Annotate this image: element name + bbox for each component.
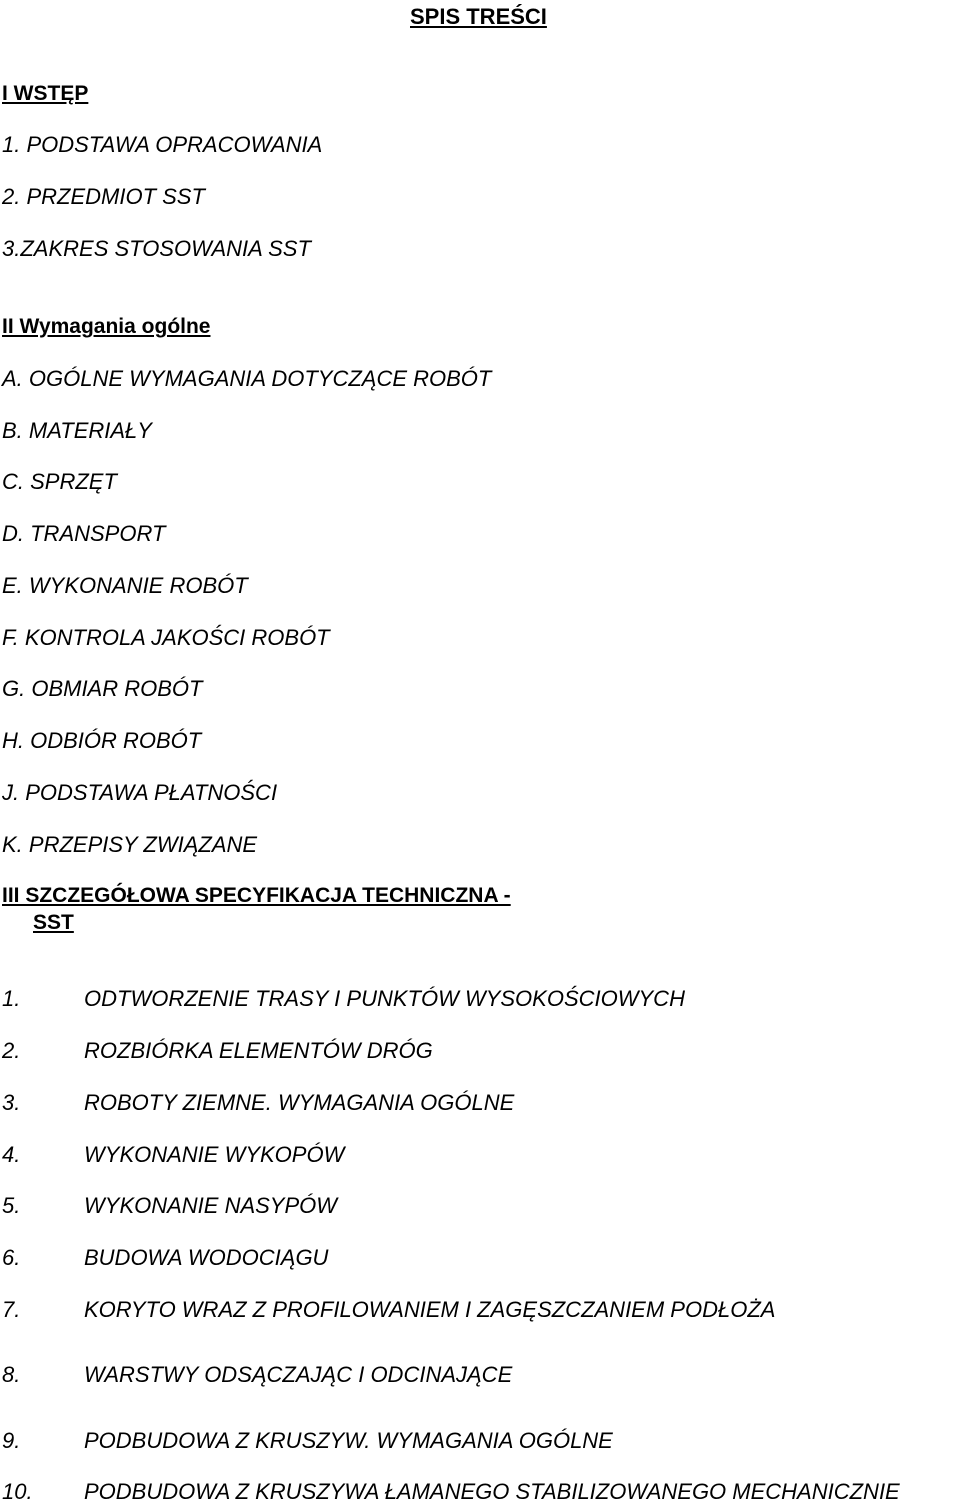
toc-entry-label: ROZBIÓRKA ELEMENTÓW DRÓG xyxy=(84,1038,433,1063)
toc-entry-label: BUDOWA WODOCIĄGU xyxy=(84,1245,329,1270)
toc-entry: H. ODBIÓR ROBÓT xyxy=(2,728,202,753)
toc-entry-number: 2. xyxy=(2,1038,21,1063)
toc-entry: A. OGÓLNE WYMAGANIA DOTYCZĄCE ROBÓT xyxy=(2,366,492,391)
toc-entry: E. WYKONANIE ROBÓT xyxy=(2,573,248,598)
toc-entry: 2. PRZEDMIOT SST xyxy=(2,184,205,209)
toc-entry: C. SPRZĘT xyxy=(2,469,117,494)
toc-entry: 1. PODSTAWA OPRACOWANIA xyxy=(2,132,323,157)
toc-entry-number: 9. xyxy=(2,1428,21,1453)
section-2-heading: II Wymagania ogólne xyxy=(2,315,211,338)
section-3-heading: III SZCZEGÓŁOWA SPECYFIKACJA TECHNICZNA - xyxy=(2,884,511,907)
toc-title: SPIS TREŚCI xyxy=(410,4,547,29)
toc-entry-number: 4. xyxy=(2,1142,21,1167)
toc-entry: G. OBMIAR ROBÓT xyxy=(2,676,203,701)
toc-entry-number: 6. xyxy=(2,1245,21,1270)
toc-entry: D. TRANSPORT xyxy=(2,521,166,546)
toc-entry-number: 5. xyxy=(2,1193,21,1218)
toc-entry-number: 3. xyxy=(2,1090,21,1115)
section-1-heading: I WSTĘP xyxy=(2,82,89,105)
toc-entry-label: PODBUDOWA Z KRUSZYW. WYMAGANIA OGÓLNE xyxy=(84,1428,613,1453)
toc-entry-label: WYKONANIE NASYPÓW xyxy=(84,1193,338,1218)
section-3-heading-cont: SST xyxy=(33,911,74,934)
toc-entry: J. PODSTAWA PŁATNOŚCI xyxy=(2,780,278,805)
toc-entry-label: PODBUDOWA Z KRUSZYWA ŁAMANEGO STABILIZOWANEGO MECHANICZNIE xyxy=(84,1479,900,1504)
toc-entry-number: 7. xyxy=(2,1297,21,1322)
toc-entry-label: WYKONANIE WYKOPÓW xyxy=(84,1142,345,1167)
toc-entry-label: KORYTO WRAZ Z PROFILOWANIEM I ZAGĘSZCZANIEM PODŁOŻA xyxy=(84,1297,776,1322)
toc-entry-number: 10. xyxy=(2,1479,33,1504)
toc-entry-label: ODTWORZENIE TRASY I PUNKTÓW WYSOKOŚCIOWYCH xyxy=(84,986,685,1011)
toc-entry-number: 8. xyxy=(2,1362,21,1387)
toc-entry-number: 1. xyxy=(2,986,21,1011)
toc-entry: K. PRZEPISY ZWIĄZANE xyxy=(2,832,258,857)
toc-entry-label: ROBOTY ZIEMNE. WYMAGANIA OGÓLNE xyxy=(84,1090,515,1115)
toc-entry: F. KONTROLA JAKOŚCI ROBÓT xyxy=(2,625,330,650)
toc-entry: B. MATERIAŁY xyxy=(2,418,152,443)
toc-entry-label: WARSTWY ODSĄCZAJĄC I ODCINAJĄCE xyxy=(84,1362,513,1387)
toc-entry: 3.ZAKRES STOSOWANIA SST xyxy=(2,236,311,261)
